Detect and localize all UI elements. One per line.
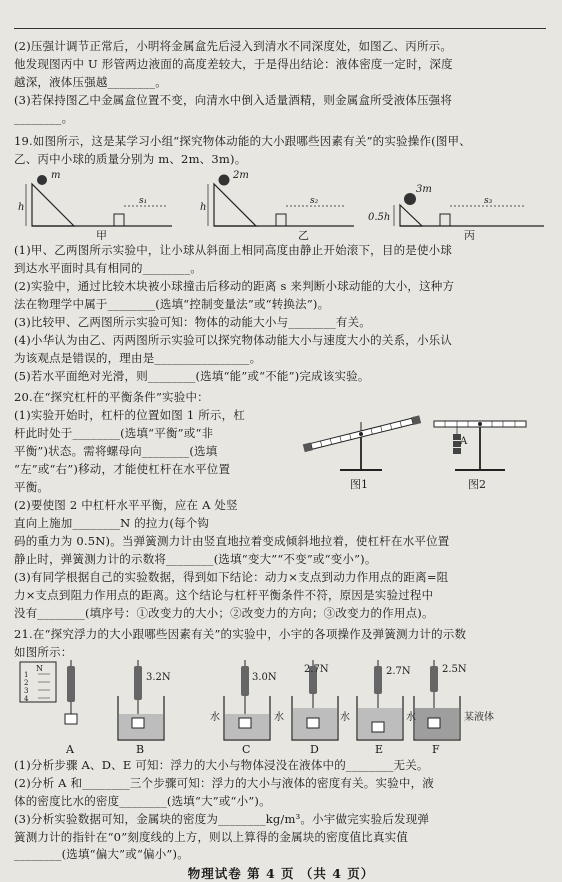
q18-line-2: 他发现图丙中 U 形管两边液面的高度差较大，于是得出结论：液体密度一定时，深度 [14,57,453,71]
q21-line-2: 如图所示： [14,645,73,659]
ball-a [37,175,47,185]
fig1-caption: 图1 [350,478,368,491]
gauge-unit: N [36,664,43,673]
q21-line-3: (1)分析步骤 A、D、E 可知：浮力的大小与物体浸没在液体中的________无关。 [14,758,429,772]
q21-step-labels [14,742,554,756]
mass-b: 2m [233,170,249,181]
q19-line-8: (4)小华认为由乙、丙两图所示实验可以探究物体动能大小与速度大小的关系，小乐认 [14,333,453,347]
fig2-caption: 图2 [468,478,486,491]
q19-figure [14,168,554,240]
reading-d: 2.7N [304,664,329,675]
q19-line-7: (3)比较甲、乙两图所示实验可知：物体的动能大小与________有关。 [14,315,371,329]
liquid-c: 水 [274,712,284,723]
page-footer: 物理试卷 第 4 页 （共 4 页） [187,866,375,881]
q20-line-4: 平衡”)状态。需将螺母向________(选填 [14,444,218,458]
q19-setup-c [368,184,544,240]
gauge-tick-4: 4 [24,695,29,703]
q19-setup-b [200,170,354,240]
block-c [440,214,450,226]
q19-line-9: 为该观点是错误的，理由是________________。 [14,351,262,365]
label-d: D [310,743,319,756]
q19-line-6: 法在物理学中属于________(选填“控制变量法”或“转换法”)。 [14,297,330,311]
q20-line-7: (2)要使图 2 中杠杆水平平衡，应在 A 处竖 [14,498,238,512]
q21-step-f [414,660,467,740]
q21-line-4: (2)分析 A 和________三个步骤可知：浮力的大小与液体的密度有关。实验中，液 [14,776,435,790]
q19-line-10: (5)若水平面绝对光滑，则________(选填“能”或“不能”)完成该实验。 [14,369,370,383]
s-a: s₁ [139,196,148,206]
weight-3 [453,448,461,454]
q21-line-8: ________(选填“偏大”或“偏小”)。 [14,847,189,861]
ball-b [219,175,230,186]
q18-line-1: (2)压强计调节正常后，小明将金属盒先后浸入到清水不同深度处，如图乙、丙所示。 [14,39,453,53]
q20-line-12: 力×支点到阻力作用点的距离。这个结论与杠杆平衡条件不符，原因是实验过程中 [14,588,434,602]
q21-line-6: (3)分析实验数据可知，金属块的密度为________kg/m³。小宇做完实验后发现弹 [14,812,430,826]
q19-line-5: (2)实验中，通过比较木块被小球撞击后移动的距离 s 来判断小球动能的大小，这种方 [14,279,455,293]
q20-line-11: (3)有同学根据自己的实验数据，得到如下结论：动力×支点到动力作用点的距离=阻 [14,570,449,584]
q20-line-2: (1)实验开始时，杠杆的位置如图 1 所示，杠 [14,408,246,422]
lever-fig2 [434,421,526,491]
label-b: B [136,743,145,756]
block-a [114,214,124,226]
block-b [276,214,286,226]
q20-line-5: “左”或“右”)移动，才能使杠杆在水平位置 [14,462,231,476]
liquid-f: 某液体 [464,712,494,723]
q21-figure [14,660,554,742]
label-f: F [432,743,440,756]
lever-fig1 [303,415,421,491]
q21-step-c [224,660,277,740]
caption-a: 甲 [96,229,107,240]
reading-c: 3.0N [252,672,277,683]
q20-line-8: 直向上施加________N 的拉力(每个钩 [14,516,210,530]
q21-step-d [292,660,338,740]
q20-line-1: 20.在“探究杠杆的平衡条件”实验中： [14,390,209,404]
gauge-tick-1: 1 [24,671,29,679]
liquid-e: 水 [406,712,416,723]
label-c: C [242,743,251,756]
q21-step-b [118,660,171,740]
q18-line-5: ________。 [14,111,74,125]
label-e: E [375,743,384,756]
h-a: h [18,202,25,213]
q21-line-7: 簧测力计的指针在“0”刻度线的上方，则以上算得的金属块的密度值比真实值 [14,830,409,844]
liquid-d: 水 [340,712,350,723]
top-rule [14,28,546,29]
q19-line-4: 到达水平面时具有相同的________。 [14,261,202,275]
q20-line-6: 平衡。 [14,480,50,494]
q18-line-4: (3)若保持图乙中金属盒位置不变，向清水中倒入适量酒精，则金属盒所受液体压强将 [14,93,453,107]
ball-c [404,193,416,205]
point-a-label: A [460,436,468,447]
label-a: A [66,743,74,756]
reading-f: 2.5N [442,664,467,675]
caption-b: 乙 [298,229,309,240]
q20-line-3: 杆此时处于________(选填“平衡”或“非 [14,426,214,440]
q19-setup-a [18,170,172,240]
q21-line-1: 21.在“探究浮力的大小跟哪些因素有关”的实验中，小宇的各项操作及弹簧测力计的示数 [14,627,467,641]
gauge-tick-3: 3 [24,687,29,695]
s-b: s₂ [310,196,319,206]
mass-c: 3m [416,184,432,195]
q20-line-13: 没有________(填序号：①改变力的大小；②改变力的方向；③改变力的作用点)。 [14,606,434,620]
reading-e: 2.7N [386,666,411,677]
q19-line-3: (1)甲、乙两图所示实验中，让小球从斜面上相同高度由静止开始滚下，目的是使小球 [14,243,453,257]
h-b: h [200,202,207,213]
q20-line-10: 静止时，弹簧测力计的示数将________(选填“变大”“不变”或“变小”)。 [14,552,377,566]
q18-line-3: 越深，液体压强越________。 [14,75,167,89]
mass-a: m [51,170,61,181]
liquid-b: 水 [210,712,220,723]
q21-step-e [357,660,411,740]
q20-line-9: 码的重力为 0.5N)。当弹簧测力计由竖直地拉着变成倾斜地拉着，使杠杆在水平位置 [14,534,450,548]
h-c: 0.5h [368,212,391,223]
q21-line-5: 体的密度比水的密度________(选填“大”或“小”)。 [14,794,271,808]
caption-c: 丙 [464,229,475,240]
q19-line-2: 乙、丙中小球的质量分别为 m、2m、3m)。 [14,152,247,166]
gauge-tick-2: 2 [24,679,29,687]
q19-line-1: 19.如图所示，这是某学习小组“探究物体动能的大小跟哪些因素有关”的实验操作(图甲、 [14,134,471,148]
q21-step-a [20,660,77,724]
reading-b: 3.2N [146,672,171,683]
s-c: s₃ [484,196,493,206]
q20-figure [300,382,550,517]
